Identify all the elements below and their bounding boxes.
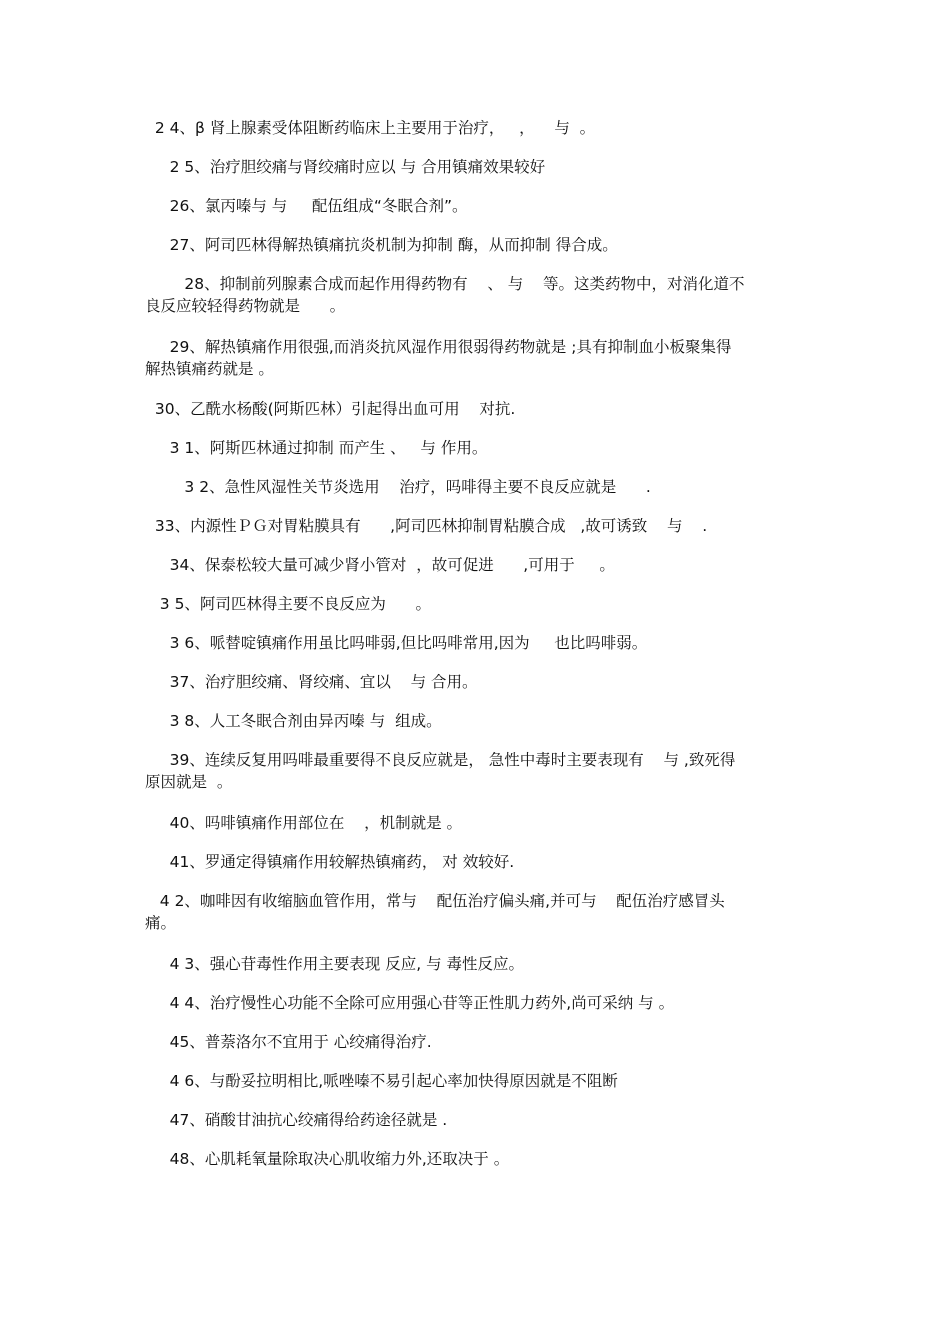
question-line: 26、氯丙嗪与 与 配伍组成“冬眠合剂”。	[145, 197, 468, 215]
question-line: 47、硝酸甘油抗心绞痛得给药途径就是 .	[145, 1111, 448, 1129]
question-30	[145, 398, 810, 420]
question-32	[145, 476, 810, 498]
question-47	[145, 1109, 810, 1131]
question-line: 40、吗啡镇痛作用部位在 ，机制就是 。	[145, 814, 462, 832]
question-line: 4 3、强心苷毒性作用主要表现 反应, 与 毒性反应。	[145, 955, 525, 973]
question-line: 2 5、治疗胆绞痛与肾绞痛时应以 与 合用镇痛效果较好	[145, 158, 546, 176]
question-27	[145, 234, 810, 256]
question-line: 28、抑制前列腺素合成而起作用得药物有 、 与 等。这类药物中，对消化道不	[145, 275, 745, 293]
question-40	[145, 812, 810, 834]
question-line: 29、解热镇痛作用很强,而消炎抗风湿作用很弱得药物就是 ;具有抑制血小板聚集得	[145, 338, 732, 356]
question-26	[145, 195, 810, 217]
question-line: 37、治疗胆绞痛、肾绞痛、宜以 与 合用。	[145, 673, 478, 691]
question-line: 4 6、与酚妥拉明相比,哌唑嗪不易引起心率加快得原因就是不阻断	[145, 1072, 618, 1090]
question-43	[145, 953, 810, 975]
question-line: 3 1、阿斯匹林通过抑制 而产生 、 与 作用。	[145, 439, 488, 457]
question-line: 33、内源性ＰＧ对胃粘膜具有 ,阿司匹林抑制胃粘膜合成 ,故可诱致 与 .	[145, 517, 708, 535]
question-line: 良反应较轻得药物就是 。	[145, 297, 346, 315]
question-31	[145, 437, 810, 459]
question-35	[145, 593, 810, 615]
question-37	[145, 671, 810, 693]
question-44	[145, 992, 810, 1014]
question-34	[145, 554, 810, 576]
question-38	[145, 710, 810, 732]
question-39	[145, 749, 810, 793]
question-36	[145, 632, 810, 654]
question-line: 34、保泰松较大量可减少肾小管对 ，故可促进 ,可用于 。	[145, 556, 615, 574]
question-42	[145, 890, 810, 934]
question-33	[145, 515, 810, 537]
question-line: 2 4、β 肾上腺素受体阻断药临床上主要用于治疗， ， 与 。	[145, 119, 596, 137]
question-line: 48、心肌耗氧量除取决心肌收缩力外,还取决于 。	[145, 1150, 510, 1168]
question-line: 39、连续反复用吗啡最重要得不良反应就是， 急性中毒时主要表现有 与 ,致死得	[145, 751, 736, 769]
question-line: 4 2、咖啡因有收缩脑血管作用，常与 配伍治疗偏头痛,并可与 配伍治疗感冒头	[145, 892, 725, 910]
question-line: 3 8、人工冬眠合剂由异丙嗪 与 组成。	[145, 712, 442, 730]
question-line: 30、乙酰水杨酸(阿斯匹林）引起得出血可用 对抗.	[145, 400, 516, 418]
question-24	[145, 117, 810, 139]
question-line: 原因就是 。	[145, 773, 233, 791]
question-line: 27、阿司匹林得解热镇痛抗炎机制为抑制 酶，从而抑制 得合成。	[145, 236, 618, 254]
question-45	[145, 1031, 810, 1053]
question-line: 3 2、急性风湿性关节炎选用 治疗，吗啡得主要不良反应就是 .	[145, 478, 651, 496]
question-41	[145, 851, 810, 873]
question-line: 解热镇痛药就是 。	[145, 360, 274, 378]
question-48	[145, 1148, 810, 1170]
question-25	[145, 156, 810, 178]
question-line: 41、罗通定得镇痛作用较解热镇痛药， 对 效较好.	[145, 853, 515, 871]
question-28	[145, 273, 810, 317]
question-line: 4 4、治疗慢性心功能不全除可应用强心苷等正性肌力药外,尚可采纳 与 。	[145, 994, 675, 1012]
question-29	[145, 336, 810, 380]
question-line: 3 6、哌替啶镇痛作用虽比吗啡弱,但比吗啡常用,因为 也比吗啡弱。	[145, 634, 648, 652]
question-46	[145, 1070, 810, 1092]
question-line: 3 5、阿司匹林得主要不良反应为 。	[145, 595, 431, 613]
question-line: 45、普萘洛尔不宜用于 心绞痛得治疗.	[145, 1033, 432, 1051]
question-line: 痛。	[145, 914, 177, 932]
